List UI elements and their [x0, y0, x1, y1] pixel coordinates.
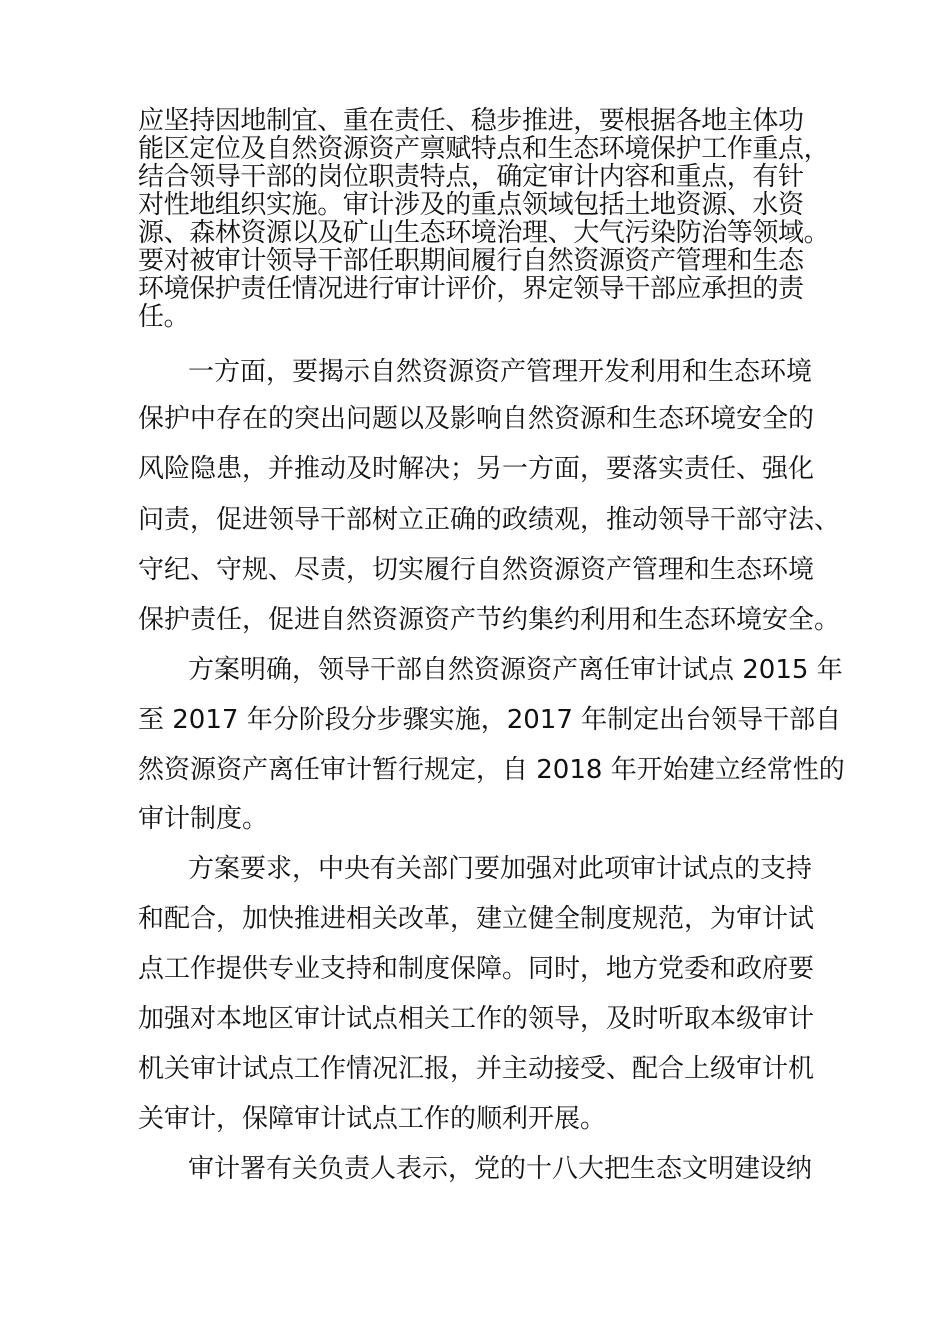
- paragraph-1-line-1: 应坚持因地制宜、重在责任、稳步推进，要根据各地主体功: [138, 106, 804, 136]
- paragraph-4-line-3: 点工作提供专业支持和制度保障。同时，地方党委和政府要: [138, 954, 815, 984]
- paragraph-1-line-4: 对性地组织实施。审计涉及的重点领域包括土地资源、水资: [138, 190, 804, 220]
- paragraph-4-line-2: 和配合，加快推进相关改革，建立健全制度规范，为审计试: [138, 904, 815, 934]
- paragraph-2-line-1: 一方面，要揭示自然资源资产管理开发利用和生态环境: [188, 357, 813, 387]
- paragraph-1-line-5: 源、森林资源以及矿山生态环境治理、大气污染防治等领域。: [138, 218, 830, 248]
- paragraph-2-line-6: 保护责任，促进自然资源资产节约集约利用和生态环境安全。: [138, 605, 841, 635]
- paragraph-2-line-5: 守纪、守规、尽责，切实履行自然资源资产管理和生态环境: [138, 555, 815, 585]
- paragraph-5-line-1: 审计署有关负责人表示，党的十八大把生态文明建设纳: [188, 1154, 813, 1184]
- paragraph-2-line-4: 问责，促进领导干部树立正确的政绩观，推动领导干部守法、: [138, 505, 841, 535]
- paragraph-3-line-4: 审计制度。: [138, 804, 269, 834]
- paragraph-1-line-8: 任。: [138, 302, 190, 332]
- paragraph-1-line-3: 结合领导干部的岗位职责特点，确定审计内容和重点，有针: [138, 162, 804, 192]
- paragraph-3-line-3: 然资源资产离任审计暂行规定，自 2018 年开始建立经常性的: [138, 755, 845, 785]
- paragraph-4-line-5: 机关审计试点工作情况汇报，并主动接受、配合上级审计机: [138, 1054, 815, 1084]
- paragraph-2-line-3: 风险隐患，并推动及时解决；另一方面，要落实责任、强化: [138, 454, 815, 484]
- paragraph-4-line-1: 方案要求，中央有关部门要加强对此项审计试点的支持: [188, 854, 813, 884]
- paragraph-3-line-2: 至 2017 年分阶段分步骤实施，2017 年制定出台领导干部自: [138, 705, 842, 735]
- paragraph-1-line-7: 环境保护责任情况进行审计评价，界定领导干部应承担的责: [138, 274, 804, 304]
- paragraph-1-line-6: 要对被审计领导干部任职期间履行自然资源资产管理和生态: [138, 246, 804, 276]
- paragraph-4-line-4: 加强对本地区审计试点相关工作的领导，及时听取本级审计: [138, 1004, 815, 1034]
- paragraph-4-line-6: 关审计，保障审计试点工作的顺利开展。: [138, 1104, 607, 1134]
- paragraph-3-line-1: 方案明确，领导干部自然资源资产离任审计试点 2015 年: [188, 655, 843, 685]
- paragraph-2-line-2: 保护中存在的突出问题以及影响自然资源和生态环境安全的: [138, 404, 815, 434]
- paragraph-1-line-2: 能区定位及自然资源资产禀赋特点和生态环境保护工作重点，: [138, 134, 830, 164]
